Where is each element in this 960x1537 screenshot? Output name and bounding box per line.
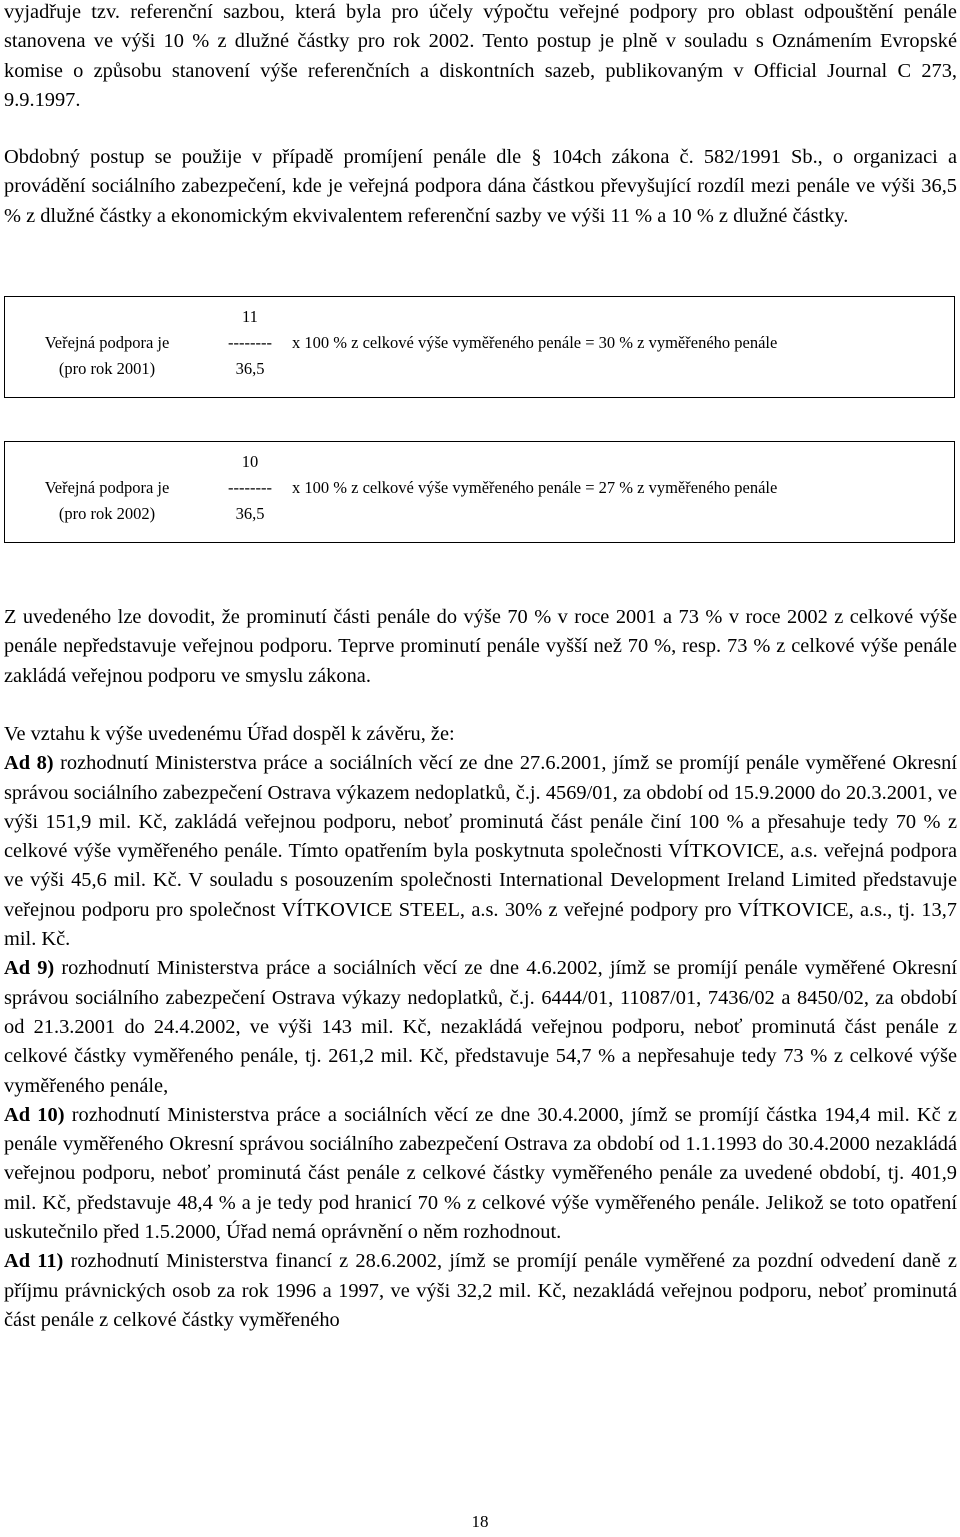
formula-label: Veřejná podpora je — [44, 478, 170, 497]
item-heading: Ad 10) — [4, 1103, 65, 1126]
formula-box-2002 — [4, 441, 955, 543]
formula-result: x 100 % z celkové výše vyměřeného penále = 30 % z vyměřeného penále — [292, 333, 778, 352]
decision-list — [4, 720, 957, 1335]
formula-denominator: 36,5 — [235, 359, 265, 378]
list-item-ad-11 — [4, 1247, 957, 1335]
item-heading: Ad 11) — [4, 1250, 64, 1273]
formula-year: (pro rok 2002) — [58, 504, 156, 523]
formula-fraction-bar: -------- — [228, 333, 272, 352]
formula-label: Veřejná podpora je — [44, 333, 170, 352]
list-item-ad-8 — [4, 749, 957, 954]
paragraph-intro: vyjadřuje tzv. referenční sazbou, která byla pro účely výpočtu veřejné podpory pro oblast odpouštění penále stanovena ve výši 10 % z dlužné částky pro rok 2002. Tento postup je plně v souladu s Oznámením Evropské komise o způsobu stanovení výše referenčních a diskontních sazeb, publikovaným v Official Journal C 273, 9.9.1997. — [4, 1, 957, 111]
page-number: 18 — [471, 1512, 489, 1531]
paragraph-similar-procedure: Obdobný postup se použije v případě promíjení penále dle § 104ch zákona č. 582/1991 Sb., o organizaci a provádění sociálního zabezpečení, kde je veřejná podpora dána částkou převyšující rozdíl mezi penále ve výši 36,5 % z dlužné částky a ekonomickým ekvivalentem referenční sazby ve výši 11 % a 10 % z dlužné částky. — [4, 146, 957, 227]
formula-result: x 100 % z celkové výše vyměřeného penále = 27 % z vyměřeného penále — [292, 478, 778, 497]
paragraph-conclusion: Z uvedeného lze dovodit, že prominutí části penále do výše 70 % v roce 2001 a 73 % v roce 2002 z celkové výše penále nepředstavuje veřejnou podporu. Teprve prominutí penále vyšší než 70 %, resp. 73 % z celkové výše penále zakládá veřejnou podporu ve smyslu zákona. — [4, 606, 957, 687]
formula-numerator: 10 — [241, 452, 259, 471]
item-text: rozhodnutí Ministerstva financí z 28.6.2002, jímž se promíjí penále vyměřené za pozdní odvedení daně z příjmu právnických osob za rok 1996 a 1997, ve výši 32,2 mil. Kč, nezakládá veřejnou podporu, neboť prominutá část penále z celkové částky vyměřeného — [4, 1250, 957, 1331]
list-item-ad-10 — [4, 1101, 957, 1247]
item-heading: Ad 8) — [4, 752, 54, 775]
formula-denominator: 36,5 — [235, 504, 265, 523]
paragraph-office-conclusion: Ve vztahu k výše uvedenému Úřad dospěl k závěru, že: — [4, 723, 455, 745]
formula-year: (pro rok 2001) — [58, 359, 156, 378]
item-text: rozhodnutí Ministerstva práce a sociálních věcí ze dne 30.4.2000, jímž se promíjí částka 194,4 mil. Kč z penále vyměřeného Okresní správou sociálního zabezpečení Ostrava za období od 1.1.1993 do 30.4.2000 nezakládá veřejnou podporu, neboť prominutá část penále z celkové částky vyměřeného penále za uvedené období, tj. 401,9 mil. Kč, představuje 48,4 % a je tedy pod hranicí 70 % z celkové výše vyměřeného penále. Jelikož se toto opatření uskutečnilo před 1.5.2000, Úřad nemá oprávnění o něm rozhodnout. — [4, 1103, 957, 1244]
item-text: rozhodnutí Ministerstva práce a sociálních věcí ze dne 4.6.2002, jímž se promíjí penále vyměřené Okresní správou sociálního zabezpečení Ostrava výkazy nedoplatků, č.j. 6444/01, 11087/01, 7436/02 a 8450/02, za období od 21.3.2001 do 24.4.2002, ve výši 143 mil. Kč, nezakládá veřejnou podporu, neboť prominutá část penále z celkové částky vyměřeného penále, tj. 261,2 mil. Kč, představuje 54,7 % a nepřesahuje tedy 73 % z celkové výše vyměřeného penále, — [4, 957, 957, 1097]
list-item-ad-9 — [4, 954, 957, 1100]
formula-numerator: 11 — [242, 307, 258, 326]
item-heading: Ad 9) — [4, 957, 55, 980]
item-text: rozhodnutí Ministerstva práce a sociálních věcí ze dne 27.6.2001, jímž se promíjí penále vyměřené Okresní správou sociálního zabezpečení Ostrava výkazem nedoplatků, č.j. 4569/01, za období od 15.9.2000 do 20.3.2001, ve výši 151,9 mil. Kč, zakládá veřejnou podporu, neboť prominutá část penále činí 100 % a přesahuje tedy 70 % z celkové výše vyměřeného penále. Tímto opatřením byla poskytnuta společnosti VÍTKOVICE, a.s. veřejná podpora ve výši 45,6 mil. Kč. V souladu s posouzením společnosti International Development Ireland Limited představuje veřejnou podporu pro společnost VÍTKOVICE STEEL, a.s. 30% z veřejné podpory pro VÍTKOVICE, a.s., tj. 13,7 mil. Kč. — [4, 752, 958, 951]
formula-box-2001 — [4, 296, 955, 398]
formula-fraction-bar: -------- — [228, 478, 272, 497]
